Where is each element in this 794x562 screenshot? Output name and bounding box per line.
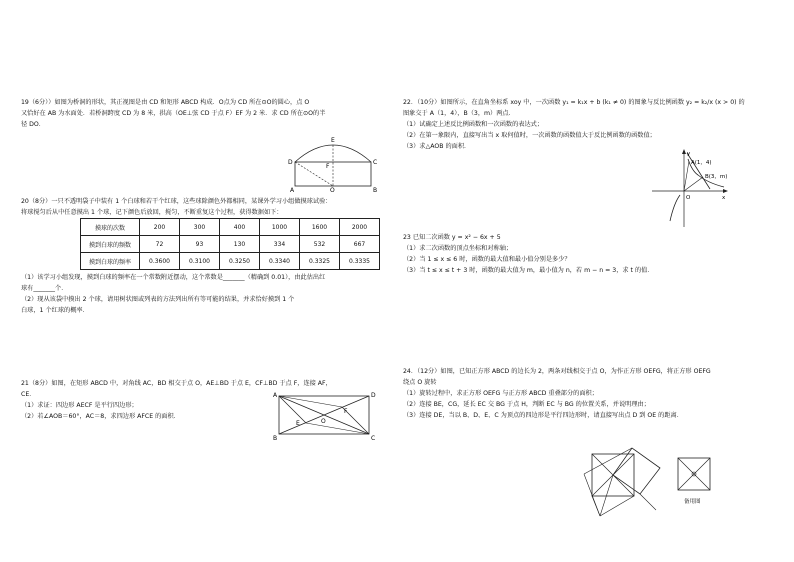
q22-sub3: （3）求△AOB 的面积． xyxy=(403,143,471,150)
table-cell: 667 xyxy=(340,236,380,253)
label-e: E xyxy=(296,420,300,427)
q20-sub2: （2）现从该袋中摸出 2 个球，请用树状图或列表的方法列出所有等可能的结果，并求恰好摸到 1 个 xyxy=(21,296,295,303)
question-19 xyxy=(21,97,325,130)
table-cell: 0.3325 xyxy=(300,253,340,270)
row-label: 摸到白球的频率 xyxy=(81,253,140,270)
frequency-table-wrap xyxy=(80,218,380,270)
label-c: C xyxy=(373,159,378,166)
q20-line1: 20（8分）一只不透明袋子中装有 1 个白球和若干个红球，这些球除颜色外都相同，某课外学习小组做摸球试验： xyxy=(21,198,332,205)
q23-sub2: （2）当 1 ≤ x ≤ 6 时，函数的最大值和最小值分别是多少？ xyxy=(403,256,571,263)
q21-sub2: （2）若∠AOB＝60°，AC＝8，求四边形 AFCE 的面积． xyxy=(21,413,180,420)
q19-line2: 又恰好在 AB 为水面处．若桥洞跨度 CD 为 8 米，拱高（OE⊥弦 CD 于点 F）EF 为 2 米．求 CD 所在⊙O的半 xyxy=(21,110,326,117)
table-cell: 300 xyxy=(180,219,220,236)
axis-y-label: y xyxy=(687,151,691,157)
q24-line1: 24．（12分）如图，已知正方形 ABCD 的边长为 2，两条对线相交于点 O，为作正方形 OEFG，将正方形 OEFG xyxy=(403,368,711,375)
q24-sub3: （3）连接 DE，当以 B、D、E、C 为顶点的四边形是平行四边形时，请直接写出点 D 到 OE 的距离． xyxy=(403,412,683,419)
q21-sub1: （1）求证：四边形 AECF 是平行四边形； xyxy=(21,402,138,409)
label-e: E xyxy=(331,137,335,144)
table-cell: 0.3600 xyxy=(140,253,180,270)
q19-line1: 19（6分））如图为桥洞的形状，其正视图是由 CD 和矩形 ABCD 构成．O点为 CD 所在⊙O的圆心，点 O xyxy=(21,99,310,106)
q22-sub1: （1）试确定上述反比例函数和一次函数的表达式； xyxy=(403,121,544,128)
label-a: A xyxy=(273,392,278,399)
q24-sub1: （1）旋转过程中，求正方形 OEFG 与正方形 ABCD 重叠部分的面积； xyxy=(403,390,598,397)
q21-line1: 21（8分）如图，在矩形 ABCD 中，对角线 AC，BD 相交于点 O，AE⊥BD 于点 E，CF⊥BD 于点 F，连接 AF， xyxy=(21,380,332,387)
frequency-table xyxy=(80,218,380,270)
q23-sub1: （1）求二次函数的顶点坐标和对称轴； xyxy=(403,245,513,252)
question-20 xyxy=(21,196,332,218)
row-label: 摸到白球的频数 xyxy=(81,236,140,253)
table-cell: 0.3335 xyxy=(340,253,380,270)
table-cell: 0.3100 xyxy=(180,253,220,270)
table-cell: 130 xyxy=(220,236,260,253)
q23-sub3: （3）当 t ≤ x ≤ t + 3 时，函数的最大值为 m，最小值为 n，若 m − n = 3，求 t 的值． xyxy=(403,267,654,274)
function-graph xyxy=(650,147,730,229)
q20-sub1: （1）该学习小组发现，摸到白球的频率在一个常数附近摆动，这个常数是_______（精确到 0.01），由此估出红 xyxy=(21,274,326,281)
table-cell: 400 xyxy=(220,219,260,236)
square-rotation-figure xyxy=(576,444,666,522)
table-cell: 72 xyxy=(140,236,180,253)
table-cell: 1000 xyxy=(260,219,300,236)
label-d: D xyxy=(371,392,376,399)
spare-figure-caption: 备用图 xyxy=(684,499,701,505)
label-d: D xyxy=(288,159,293,166)
q20-sub1b: 球有_______个． xyxy=(21,285,68,292)
question-22 xyxy=(403,97,745,152)
question-23 xyxy=(403,232,654,276)
point-b-label: B(3，m) xyxy=(705,174,728,180)
question-20-parts xyxy=(21,272,325,316)
axis-x-label: x xyxy=(722,195,726,201)
table-cell: 2000 xyxy=(340,219,380,236)
q22-line2: 图象交于 A（1，4），B（3，m）两点． xyxy=(403,110,515,117)
label-f: F xyxy=(326,163,330,170)
label-b: B xyxy=(273,435,278,442)
table-cell: 1600 xyxy=(300,219,340,236)
q20-line2: 将球搅匀后从中任意摸出 1 个球，记下颜色后放回，搅匀，不断重复这个过程，获得数据如下： xyxy=(21,209,283,216)
table-cell: 0.3250 xyxy=(220,253,260,270)
label-o: O xyxy=(321,418,326,425)
spare-figure xyxy=(672,454,716,508)
q21-line2: CE． xyxy=(21,391,36,398)
q24-sub2: （2）连接 BE，CG，延长 EC 交 BG 于点 H，判断 EC 与 BG 的位置关系，并说明理由； xyxy=(403,401,650,408)
q24-line2: 绕点 O 旋转 xyxy=(403,379,437,386)
q20-sub2b: 白球，1 个红球的概率． xyxy=(21,307,89,314)
table-cell: 334 xyxy=(260,236,300,253)
table-row xyxy=(81,253,380,270)
table-cell: 200 xyxy=(140,219,180,236)
q22-sub2: （2）在第一象限内，直接写出当 x 取何值时，一次函数的函数值大于反比例函数的函数值； xyxy=(403,132,656,139)
table-cell: 93 xyxy=(180,236,220,253)
question-24 xyxy=(403,366,711,421)
table-row xyxy=(81,219,380,236)
q22-line1: 22．（10分）如图所示，在直角坐标系 xoy 中，一次函数 y₁ = k₁x + b (k₁ ≠ 0) 的图象与反比例函数 y₂ = k₂/x (x > 0) 的 xyxy=(403,99,745,106)
label-a: A xyxy=(290,187,295,192)
rectangle-figure xyxy=(270,389,382,443)
table-cell: 532 xyxy=(300,236,340,253)
q19-line3: 径 DO． xyxy=(21,121,45,128)
bridge-figure xyxy=(285,132,385,192)
point-a-label: A(1，4) xyxy=(691,160,712,166)
row-label: 摸球的次数 xyxy=(81,219,140,236)
table-cell: 0.3340 xyxy=(260,253,300,270)
label-f: F xyxy=(344,408,348,415)
label-c: C xyxy=(371,435,376,442)
table-row xyxy=(81,236,380,253)
q23-line1: 23 已知二次函数 y = x² − 6x + 5 xyxy=(403,234,501,241)
label-o: O xyxy=(330,187,335,192)
label-b: B xyxy=(373,187,378,192)
origin-label: O xyxy=(686,195,691,201)
